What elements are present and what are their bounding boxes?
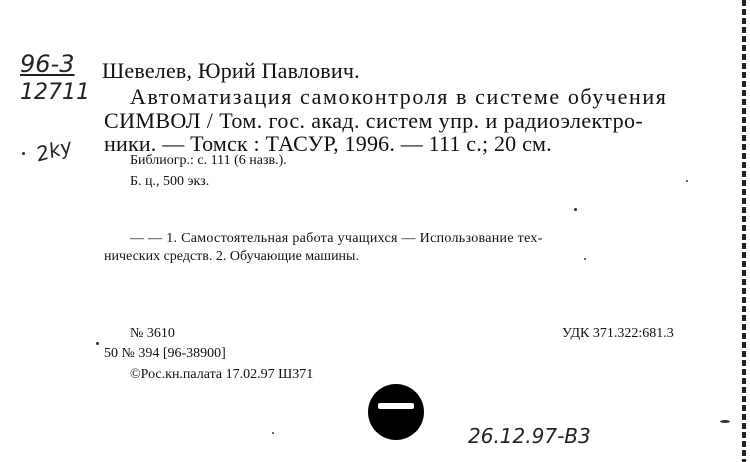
speck <box>96 342 99 345</box>
udc-code: УДК 371.322:681.3 <box>562 326 674 341</box>
handwritten-code-top: 96-3 <box>20 50 75 78</box>
subjects-line-2: нических средств. 2. Обучающие машины. <box>104 249 359 264</box>
subjects-line-1: — — 1. Самостоятельная работа учащихся — Использование тех- <box>130 231 543 246</box>
author-heading: Шевелев, Юрий Павлович. <box>102 58 360 83</box>
bibliography-note: Библиогр.: с. 111 (6 назв.). <box>130 153 287 168</box>
handwritten-date: 26.12.97-B3 <box>468 424 591 448</box>
title-line-1: Автоматизация самоконтроля в системе обучения <box>130 84 668 109</box>
title-line-3: ники. — Томск : ТАСУР, 1996. — 111 с.; 20 см. <box>104 131 552 156</box>
speck <box>720 420 730 423</box>
card-edge <box>742 0 746 462</box>
speck <box>22 152 25 155</box>
punch-hole <box>368 384 424 440</box>
speck <box>584 258 586 260</box>
copyright-line: ©Рос.кн.палата 17.02.97 Ш371 <box>130 367 314 382</box>
speck <box>686 180 688 182</box>
order-number: 50 № 394 [96-38900] <box>104 346 226 361</box>
title-line-2: СИМВОЛ / Том. гос. акад. систем упр. и радиоэлектро- <box>104 108 644 133</box>
record-number: № 3610 <box>130 326 175 341</box>
speck <box>574 208 577 211</box>
handwritten-note: 2ky <box>33 133 75 167</box>
speck <box>272 432 274 434</box>
handwritten-code-bottom: 12711 <box>20 80 90 105</box>
price-copies: Б. ц., 500 экз. <box>130 174 210 189</box>
